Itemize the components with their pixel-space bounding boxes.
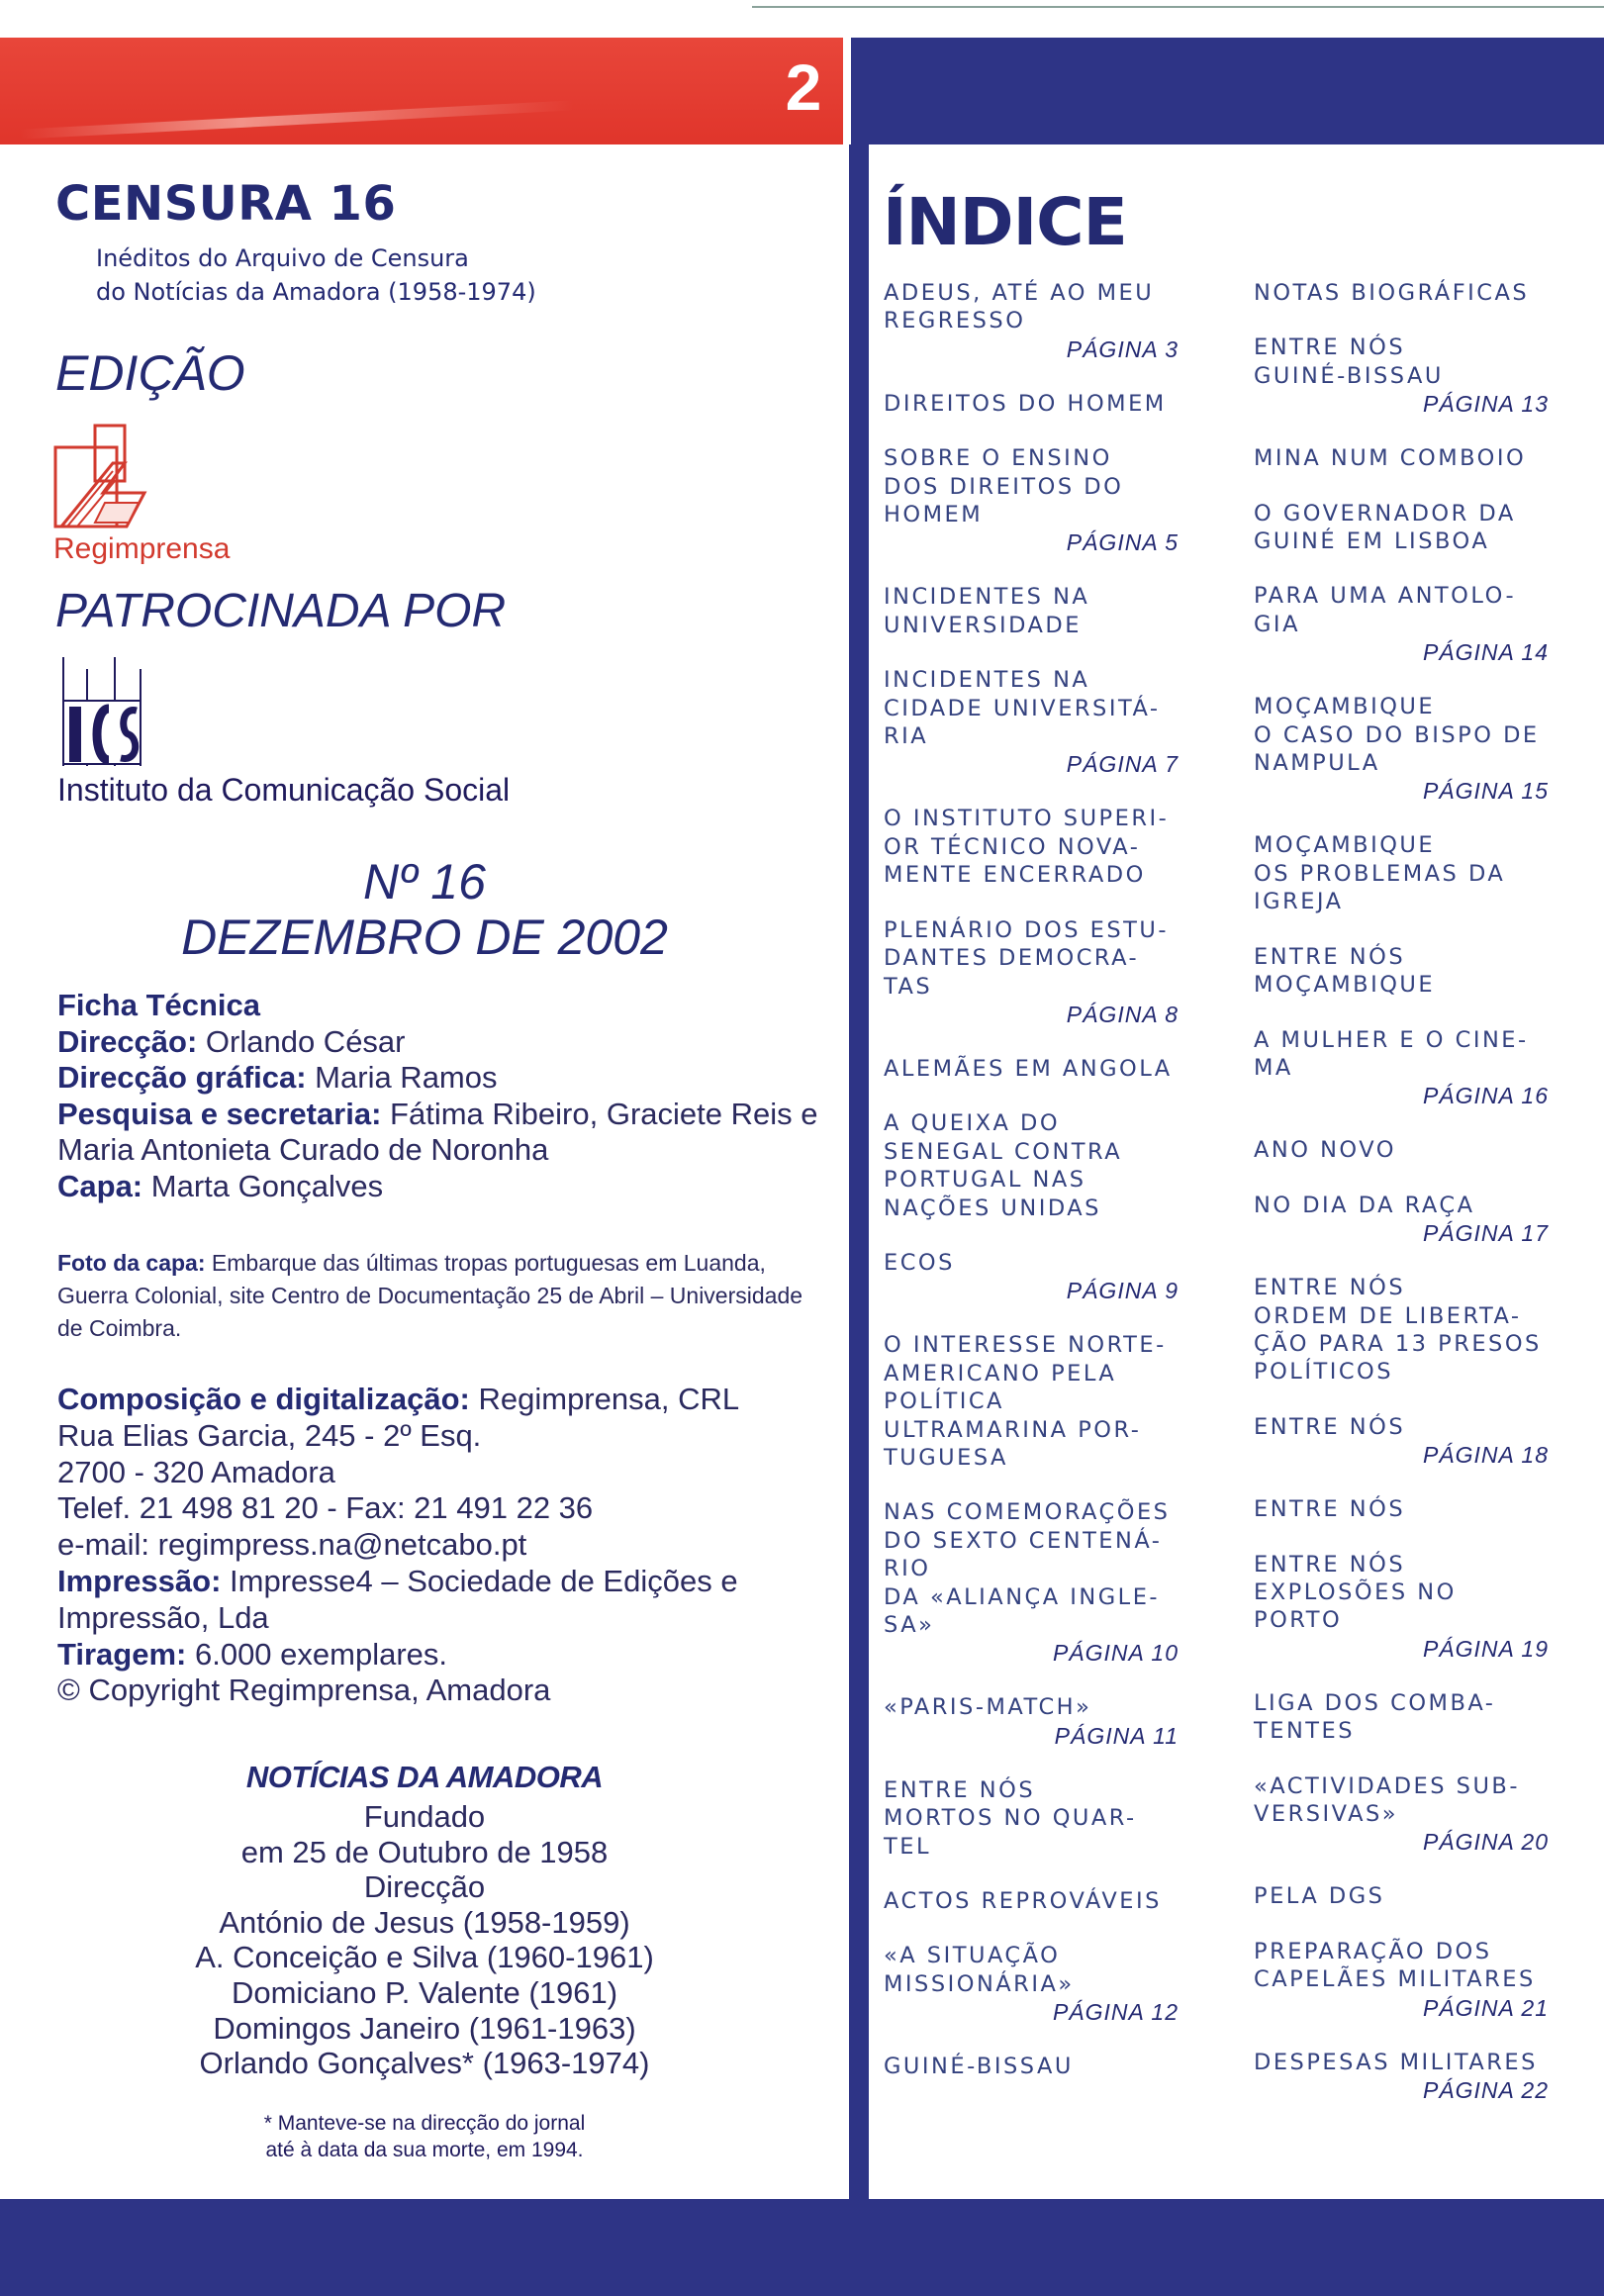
index-entry-page: PÁGINA 5 [1066,529,1179,556]
index-entry [1254,831,1570,915]
index-entry-page: PÁGINA 17 [1422,1220,1549,1247]
index-entry-title: «ACTIVIDADES SUB- VERSIVAS» [1254,1772,1520,1827]
index-entry-title: INCIDENTES NA CIDADE UNIVERSITÁ- RIA [884,667,1161,750]
index-entry-title: «PARIS-MATCH» [884,1694,1092,1721]
index-entry-page: PÁGINA 16 [1422,1083,1549,1109]
masthead-column [0,144,849,2199]
index-title: ÍNDICE [883,184,1127,260]
index-entry [884,583,1200,639]
index-entry-title: MINA NUM COMBOIO [1254,445,1527,472]
index-entry [884,1942,1200,2026]
ficha-line: Pesquisa e secretaria: Fátima Ribeiro, Graciete Reis e Maria Antonieta Curado de Noronha [57,1096,818,1167]
index-entry-page: PÁGINA 7 [1066,751,1179,778]
footnote: * Manteve-se na direcção do jornal até à data da sua morte, em 1994. [263,2112,586,2161]
index-entry-page: PÁGINA 8 [1066,1001,1179,1027]
ficha-heading: Ficha Técnica [57,988,261,1022]
publication-subtitle: Inéditos do Arquivo de Censura do Notícias da Amadora (1958-1974) [96,244,536,306]
index-entry [1254,500,1570,556]
index-entry [1254,1551,1570,1663]
index-entry-title: PLENÁRIO DOS ESTU- DANTES DEMOCRA- TAS [884,916,1169,1000]
index-entry-page: PÁGINA 18 [1422,1442,1549,1469]
index-entry-title: ECOS [884,1249,955,1276]
index-entry [1254,1689,1570,1746]
index-entry [884,279,1200,363]
address-line: Telef. 21 498 81 20 - Fax: 21 491 22 36 [57,1490,594,1526]
index-entry-title: PELA DGS [1254,1883,1385,1910]
index-entry-title: MOÇAMBIQUE O CASO DO BISPO DE NAMPULA [1254,694,1540,777]
index-entry [884,390,1200,418]
index-entry [1254,1136,1570,1164]
index-entry [1254,1772,1570,1857]
footer-band [0,2199,1604,2296]
index-entry [1254,582,1570,666]
index-entry-title: ENTRE NÓS GUINÉ-BISSAU [1254,335,1444,389]
index-entry-title: ALEMÃES EM ANGOLA [884,1055,1173,1082]
index-entry [1254,693,1570,805]
column-divider [849,144,869,2199]
index-entry-title: O INTERESSE NORTE- AMERICANO PELA POLÍTICA ULTRAMARINA POR- TUGUESA [884,1332,1167,1471]
ficha-line: Capa: Marta Gonçalves [57,1168,384,1203]
address-line: Rua Elias Garcia, 245 - 2º Esq. [57,1417,482,1453]
index-entry-title: DESPESAS MILITARES [1254,2049,1538,2075]
index-entry-page: PÁGINA 11 [1054,1722,1179,1749]
index-entry-title: NOTAS BIOGRÁFICAS [1254,280,1530,306]
index-entry-title: ENTRE NÓS [1254,1413,1406,1440]
index-entry [1254,1274,1570,1387]
index-entry [884,666,1200,778]
noticias-title: NOTÍCIAS DA AMADORA [245,1760,604,1794]
address-line: 2700 - 320 Amadora [57,1454,335,1489]
index-entry [884,1055,1200,1083]
index-entry-title: ACTOS REPROVÁVEIS [884,1888,1162,1915]
index-entry [1254,1192,1570,1247]
index-entry-page: PÁGINA 13 [1422,391,1549,418]
edicao-heading: EDIÇÃO [55,345,245,401]
foto-capa: Foto da capa: Embarque das últimas tropas portuguesas em Luanda, Guerra Colonial, site Centro de Documentação 25 de Abril – Universidade de Coimbra. [57,1250,803,1341]
regimprensa-label: Regimprensa [53,532,231,565]
index-entry-title: ENTRE NÓS MOÇAMBIQUE [1254,943,1436,999]
index-entry-page: PÁGINA 14 [1422,639,1549,666]
noticias-direction: Fundado em 25 de Outubro de 1958 Direcção António de Jesus (1958-1959) A. Conceição e Silva (1960-1961) Domiciano P. Valente (1961) Domingos Janeiro (1961-1963) Orlando Gonçalves* (1963-1974) [195,1799,654,2081]
index-column-2 [1254,279,1570,2131]
index-entry-title: ENTRE NÓS ORDEM DE LIBERTA- ÇÃO PARA 13 PRESOS POLÍTICOS [1254,1275,1542,1386]
index-entry [884,916,1200,1028]
index-entry-page: PÁGINA 22 [1422,2077,1549,2104]
index-entry-title: A MULHER E O CINE- MA [1254,1026,1529,1081]
index-entry [884,1887,1200,1915]
index-entry-page: PÁGINA 15 [1422,778,1549,805]
ficha-line: Direcção: Orlando César [57,1023,406,1059]
index-entry-page: PÁGINA 20 [1422,1829,1549,1856]
index-entry-title: ENTRE NÓS [1254,1496,1406,1523]
index-entry [884,444,1200,556]
ics-label: Instituto da Comunicação Social [57,772,511,808]
copyright: © Copyright Regimprensa, Amadora [57,1673,551,1708]
index-entry-title: O INSTITUTO SUPERI- OR TÉCNICO NOVA- MENTE ENCERRADO [884,806,1170,889]
index-entry [1254,1413,1570,1469]
ficha-line: Direcção gráfica: Maria Ramos [57,1060,498,1095]
index-entry [884,1776,1200,1861]
index-entry [1254,444,1570,472]
index-entry-page: PÁGINA 10 [1052,1640,1179,1667]
index-entry-title: SOBRE O ENSINO DOS DIREITOS DO HOMEM [884,445,1124,528]
index-entry [1254,279,1570,307]
ics-logo-icon [57,657,146,766]
page-number: 2 [785,50,822,124]
index-entry-page: PÁGINA 3 [1066,335,1179,362]
index-entry-title: MOÇAMBIQUE OS PROBLEMAS DA IGREJA [1254,832,1506,915]
header-red-band [0,38,843,144]
top-rule [752,6,1604,8]
index-entry-title: PARA UMA ANTOLO- GIA [1254,583,1517,637]
index-entry [884,2053,1200,2080]
index-entry-title: NO DIA DA RAÇA [1254,1192,1475,1218]
index-entry-title: DIREITOS DO HOMEM [884,390,1167,417]
index-entry-title: ENTRE NÓS EXPLOSÕES NO PORTO [1254,1551,1457,1634]
index-entry [1254,334,1570,418]
regimprensa-logo-icon [53,424,152,534]
ficha-tecnica [57,988,829,1204]
index-entry [1254,2049,1570,2104]
index-entry [1254,1026,1570,1110]
index-entry-title: LIGA DOS COMBA- TENTES [1254,1689,1496,1745]
index-entry-title: PREPARAÇÃO DOS CAPELÃES MILITARES [1254,1938,1536,1993]
index-entry [1254,1495,1570,1523]
index-entry-title: NAS COMEMORAÇÕES DO SEXTO CENTENÁ- RIO DA «ALIANÇA INGLE- SA» [884,1499,1171,1638]
index-entry [884,1249,1200,1304]
index-entry-page: PÁGINA 9 [1066,1278,1179,1304]
issue-number: Nº 16 [363,854,486,909]
issue-date: DEZEMBRO DE 2002 [181,909,668,965]
index-entry [1254,1882,1570,1910]
index-entry [884,805,1200,889]
index-entry-title: «A SITUAÇÃO MISSIONÁRIA» [884,1943,1075,1997]
index-entry [884,1331,1200,1472]
patrocinada-heading: PATROCINADA POR [55,585,507,637]
publication-title: CENSURA 16 [55,176,397,232]
index-column-1 [884,279,1200,2108]
index-entry-title: INCIDENTES NA UNIVERSIDADE [884,584,1090,638]
index-entry [884,1498,1200,1667]
index-entry-title: GUINÉ-BISSAU [884,2054,1074,2080]
index-entry-page: PÁGINA 21 [1422,1994,1549,2021]
index-entry [1254,943,1570,1000]
index-entry [1254,1938,1570,2022]
index-entry [884,1693,1200,1749]
index-entry-title: O GOVERNADOR DA GUINÉ EM LISBOA [1254,500,1516,555]
composicao-block: Composição e digitalização: Regimprensa, CRL Rua Elias Garcia, 245 - 2º Esq. 2700 - 320 Amadora Telef. 21 498 81 20 - Fax: 21 491 22 36 e-mail: regimpress.na@netcabo.pt Impressão: Impresse4 – Sociedade de Edições e Impressão, Lda Tiragem: 6.000 exemplares. © Copyright Regimprensa, Amadora [57,1382,829,1709]
index-entry-page: PÁGINA 19 [1422,1635,1549,1662]
address-line: e-mail: regimpress.na@netcabo.pt [57,1527,527,1563]
index-entry [884,1109,1200,1222]
index-entry-title: A QUEIXA DO SENEGAL CONTRA PORTUGAL NAS NAÇÕES UNIDAS [884,1110,1123,1221]
index-entry-page: PÁGINA 12 [1052,1999,1179,2026]
index-entry-title: ADEUS, ATÉ AO MEU REGRESSO [884,280,1155,335]
header-blue-band [851,38,1604,144]
index-entry-title: ENTRE NÓS MORTOS NO QUAR- TEL [884,1776,1137,1860]
index-entry-title: ANO NOVO [1254,1137,1396,1164]
